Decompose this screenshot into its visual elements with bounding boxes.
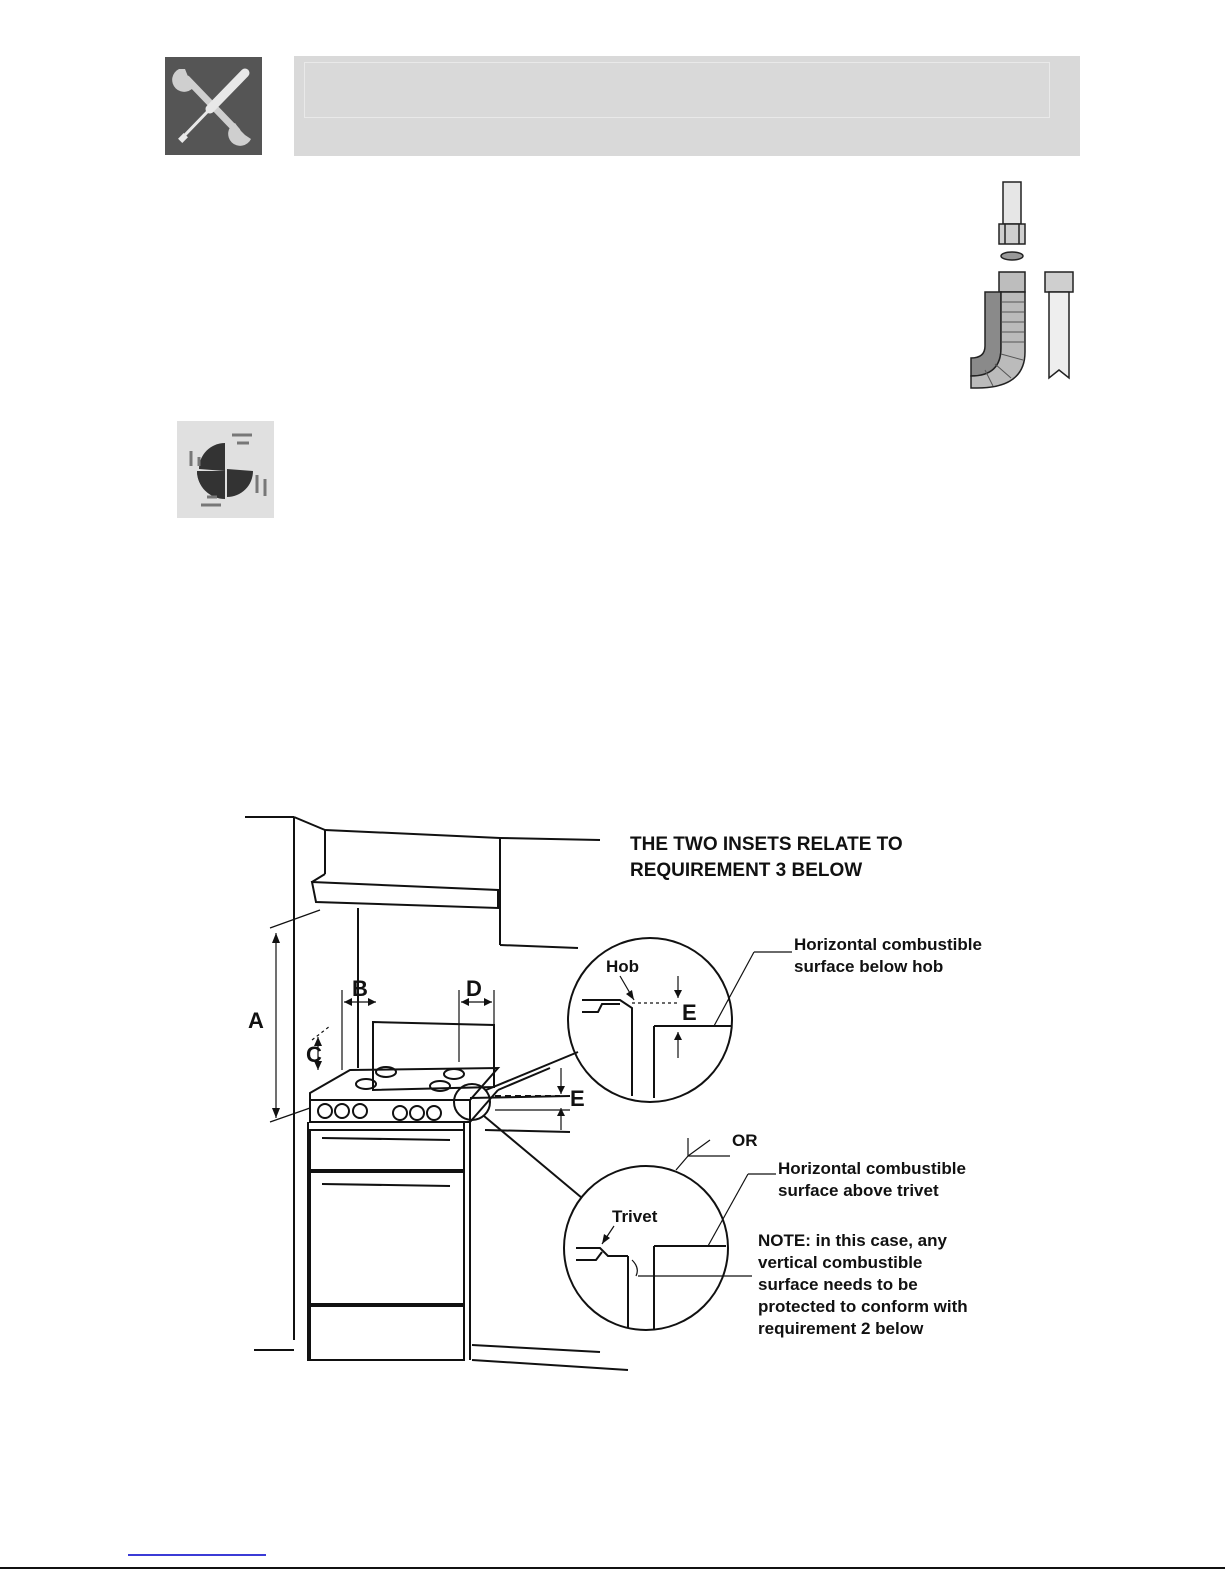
inset-bottom-callout-line1: Horizontal combustible (778, 1159, 966, 1178)
footer-link-underline[interactable] (128, 1554, 266, 1556)
note-line-1: NOTE: in this case, any (758, 1231, 947, 1250)
label-e-inset: E (682, 1000, 697, 1025)
label-b: B (352, 976, 368, 1001)
inset-top-part-label: Hob (606, 957, 640, 976)
inset-bottom-callout-line2: surface above trivet (778, 1181, 939, 1200)
label-a: A (248, 1008, 264, 1033)
fan-icon (177, 421, 274, 518)
note-line-5: requirement 2 below (758, 1319, 924, 1338)
header-inner-frame (304, 62, 1050, 118)
label-c: C (306, 1042, 322, 1067)
inset-bottom-part-label: Trivet (612, 1207, 658, 1226)
label-d: D (466, 976, 482, 1001)
footer-rule (0, 1567, 1225, 1569)
note-line-3: surface needs to be (758, 1275, 918, 1294)
header-bar (294, 56, 1080, 156)
hose-fitting-illustration (955, 180, 1085, 392)
diagram-caption-line2: REQUIREMENT 3 BELOW (630, 860, 863, 881)
note-line-4: protected to conform with (758, 1297, 968, 1316)
clearance-diagram (240, 800, 1020, 1385)
or-label: OR (732, 1131, 758, 1150)
note-line-2: vertical combustible (758, 1253, 923, 1272)
label-e-main: E (570, 1086, 585, 1111)
diagram-caption-line1: THE TWO INSETS RELATE TO (630, 834, 903, 855)
inset-top-callout-line2: surface below hob (794, 957, 944, 976)
inset-top-callout-line1: Horizontal combustible (794, 935, 982, 954)
tools-icon (165, 57, 262, 155)
